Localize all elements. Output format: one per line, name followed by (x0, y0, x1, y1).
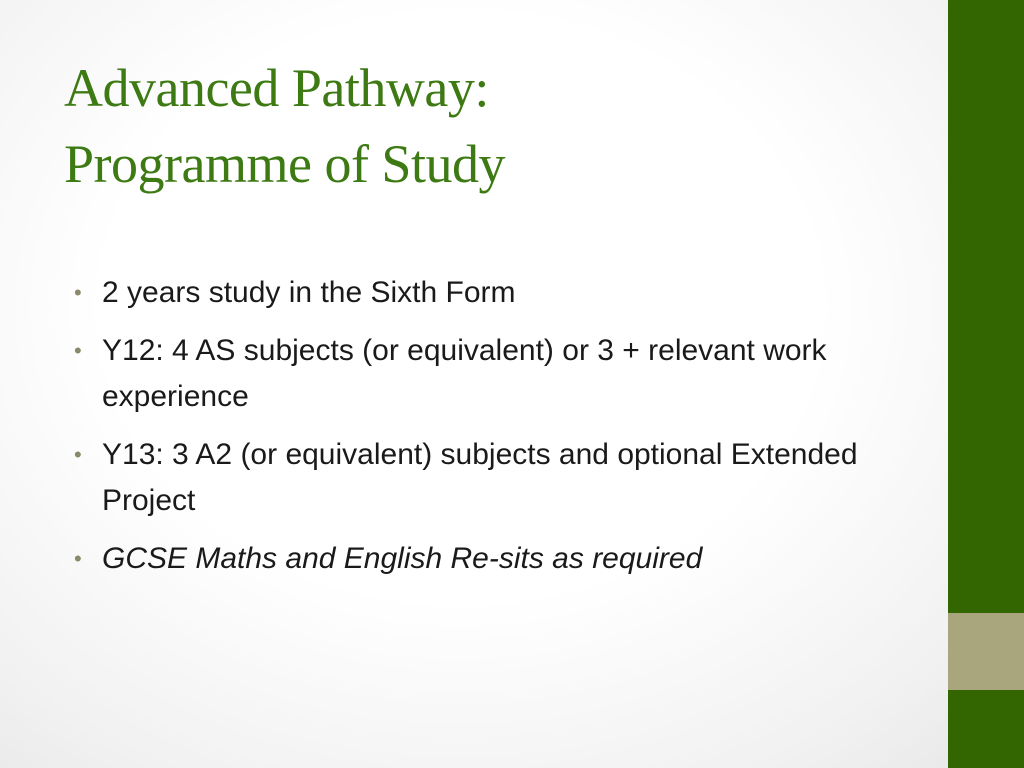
bullet-text: GCSE Maths and English Re-sits as required (102, 542, 703, 575)
slide-title (64, 50, 934, 202)
bullet-item (74, 432, 914, 524)
title-line-2: Programme of Study (64, 134, 505, 194)
bullet-item (74, 328, 914, 420)
bullet-dot-icon: • (74, 338, 82, 363)
bullet-dot-icon: • (74, 442, 82, 467)
side-accent-block (948, 613, 1024, 690)
bullet-item (74, 270, 914, 316)
bullet-list (74, 270, 914, 594)
bullet-dot-icon: • (74, 546, 82, 571)
bullet-text: Y13: 3 A2 (or equivalent) subjects and optional Extended Project (102, 438, 858, 517)
title-line-1: Advanced Pathway: (64, 58, 489, 118)
bullet-text: 2 years study in the Sixth Form (102, 276, 516, 309)
bullet-dot-icon: • (74, 280, 82, 305)
bullet-item (74, 536, 914, 582)
bullet-text: Y12: 4 AS subjects (or equivalent) or 3 + relevant work experience (102, 334, 827, 413)
